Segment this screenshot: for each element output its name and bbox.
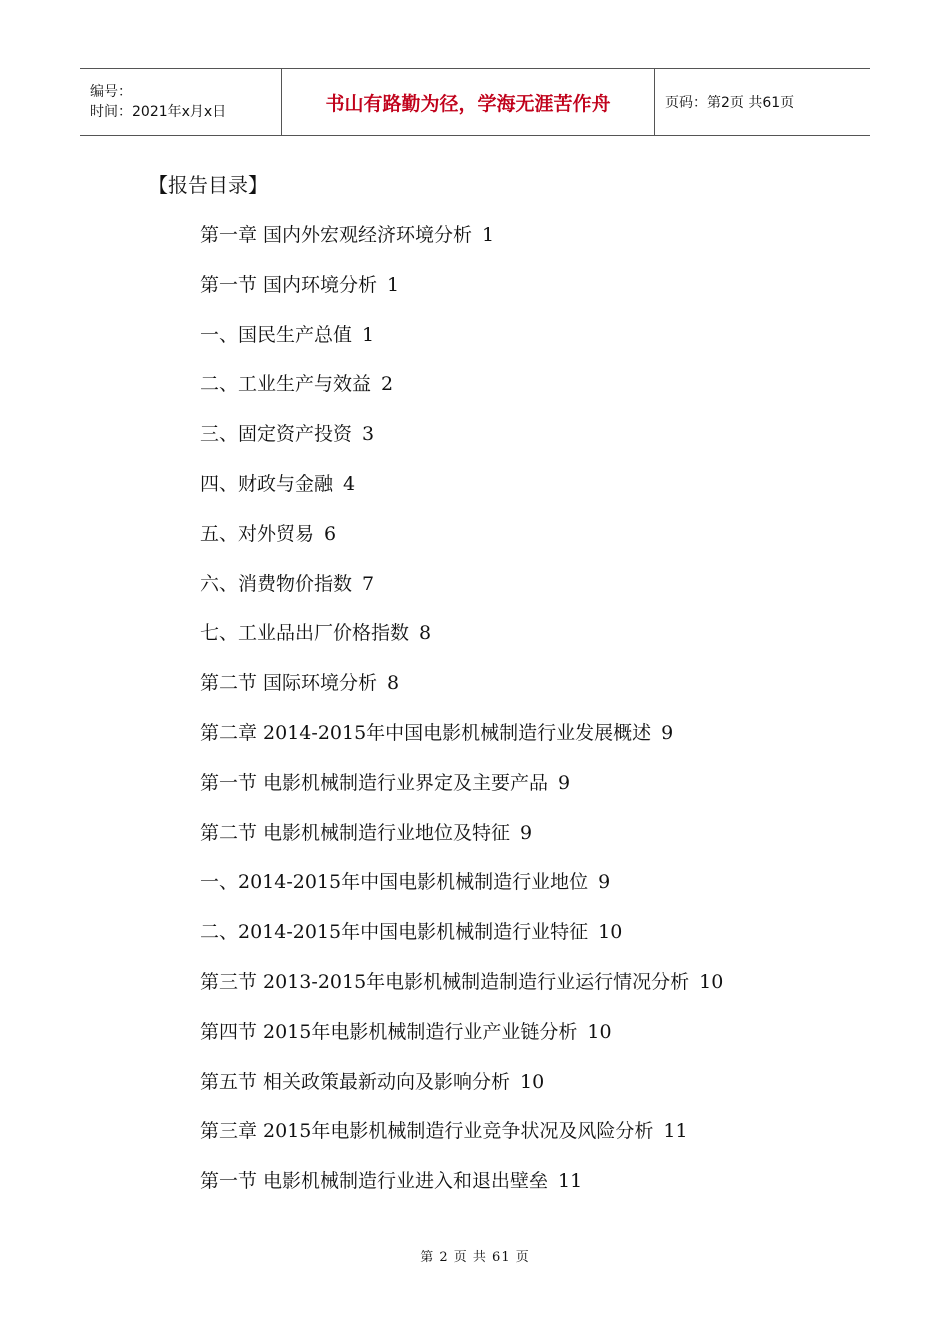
toc-entry-page: 11 [663,1120,688,1143]
toc-entry [200,1114,723,1164]
toc-entry-text: 第三章 2015年电影机械制造行业竞争状况及风险分析 [200,1120,654,1143]
toc-entry-page: 4 [343,472,356,495]
toc-entry-page: 9 [661,721,674,744]
toc-entry-page: 9 [598,871,611,894]
toc-entry [200,1164,723,1214]
toc-entry-page: 9 [520,821,533,844]
toc-entry-text: 二、工业生产与效益 [200,373,372,396]
toc-entry-text: 第三节 2013-2015年电影机械制造制造行业运行情况分析 [200,970,690,993]
toc-entry-text: 第四节 2015年电影机械制造行业产业链分析 [200,1020,578,1043]
toc-entry-page: 10 [520,1070,545,1093]
toc-entry [200,417,723,467]
toc-entry [200,766,723,816]
toc-entry-text: 七、工业品出厂价格指数 [200,622,410,645]
page-header [80,68,870,136]
toc-list [200,218,723,1214]
toc-entry-text: 五、对外贸易 [200,522,315,545]
toc-entry-text: 第一节 电影机械制造行业进入和退出壁垒 [200,1170,549,1193]
toc-entry-text: 第一节 国内环境分析 [200,273,378,296]
toc-entry-page: 1 [362,323,375,346]
page-footer: 第 2 页 共 61 页 [420,1250,530,1265]
toc-entry-text: 二、2014-2015年中国电影机械制造行业特征 [200,921,589,944]
toc-entry-page: 6 [324,522,337,545]
toc-entry [200,467,723,517]
toc-title: 【报告目录】 [148,173,268,197]
toc-entry [200,1015,723,1065]
toc-entry [200,816,723,866]
toc-entry [200,367,723,417]
toc-entry-text: 一、2014-2015年中国电影机械制造行业地位 [200,871,589,894]
toc-entry [200,666,723,716]
toc-entry-page: 2 [381,373,394,396]
toc-entry [200,965,723,1015]
header-meta [80,69,282,135]
toc-entry-page: 11 [558,1170,583,1193]
toc-entry-text: 第二章 2014-2015年中国电影机械制造行业发展概述 [200,721,652,744]
toc-entry-text: 第二节 电影机械制造行业地位及特征 [200,821,511,844]
toc-entry-page: 10 [587,1020,612,1043]
toc-entry [200,865,723,915]
toc-entry [200,517,723,567]
toc-entry-page: 1 [482,224,495,246]
toc-entry-text: 第五节 相关政策最新动向及影响分析 [200,1070,511,1093]
toc-entry-text: 六、消费物价指数 [200,572,353,595]
document-number-label: 编号： [90,84,132,100]
toc-entry [200,616,723,666]
toc-entry [200,567,723,617]
toc-entry-text: 第二节 国际环境分析 [200,672,378,695]
toc-entry-page: 10 [699,970,724,993]
toc-entry-text: 第一节 电影机械制造行业界定及主要产品 [200,771,549,794]
document-time-label: 时间：2021年x月x日 [90,104,227,120]
toc-entry [200,268,723,318]
toc-entry-text: 四、财政与金融 [200,472,334,495]
toc-entry-page: 7 [362,572,375,595]
toc-entry-page: 10 [598,921,623,944]
toc-entry [200,318,723,368]
header-motto: 书山有路勤为径，学海无涯苦作舟 [282,69,655,135]
toc-entry [200,218,723,268]
toc-entry-text: 三、固定资产投资 [200,423,353,446]
toc-entry-page: 9 [558,771,571,794]
toc-entry-page: 8 [419,622,432,645]
toc-entry-page: 3 [362,423,375,446]
toc-entry-text: 一、国民生产总值 [200,323,353,346]
toc-entry [200,1065,723,1115]
toc-entry [200,716,723,766]
toc-entry-text: 第一章 国内外宏观经济环境分析 [200,224,473,246]
header-page-info: 页码：第2页 共61页 [665,95,795,111]
toc-entry-page: 1 [387,273,400,296]
toc-entry [200,915,723,965]
toc-entry-page: 8 [387,672,400,695]
